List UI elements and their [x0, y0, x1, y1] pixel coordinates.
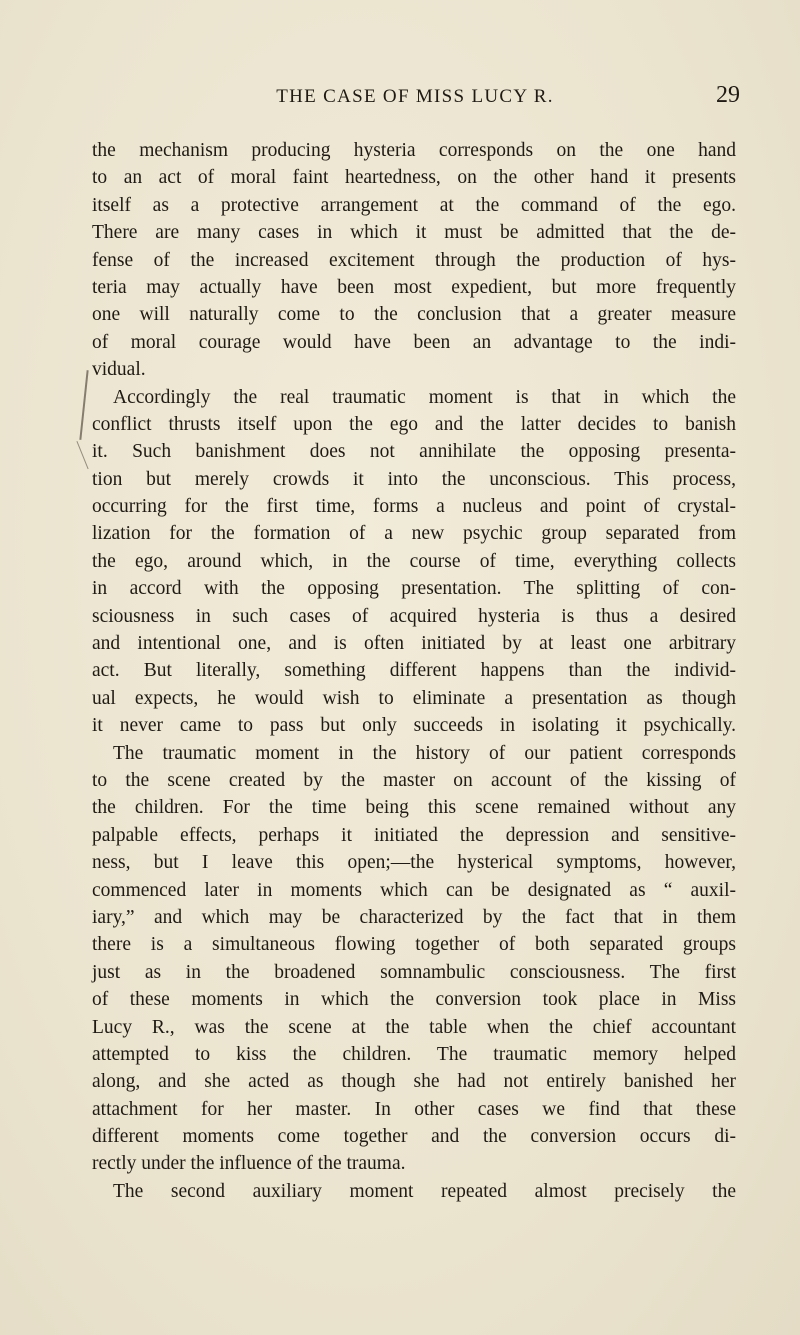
- text-line: and intentional one, and is often initiated by at least one arbitrary: [92, 633, 736, 655]
- text-line: ual expects, he would wish to eliminate a presentation as though: [92, 687, 736, 709]
- text-line: it never came to pass but only succeeds in isolating it psychically.: [92, 715, 736, 737]
- text-line: the children. For the time being this scene remained without any: [92, 797, 736, 819]
- text-line: itself as a protective arrangement at the command of the ego.: [92, 194, 736, 216]
- text-line: just as in the broadened somnambulic consciousness. The first: [92, 961, 736, 983]
- text-line: attachment for her master. In other cases we find that these: [92, 1098, 736, 1120]
- text-line: along, and she acted as though she had not entirely banished her: [92, 1071, 736, 1093]
- text-line: of these moments in which the conversion took place in Miss: [92, 989, 736, 1011]
- text-line: palpable effects, perhaps it initiated the depression and sensitive-: [92, 824, 736, 846]
- text-line: Accordingly the real traumatic moment is that in which the: [113, 386, 736, 408]
- page-number: 29: [716, 82, 740, 108]
- text-line: teria may actually have been most expedient, but more frequently: [92, 276, 736, 298]
- text-line: in accord with the opposing presentation. The splitting of con-: [92, 578, 736, 600]
- text-line: to an act of moral faint heartedness, on the other hand it presents: [92, 167, 736, 189]
- text-line: The second auxiliary moment repeated almost precisely the: [113, 1180, 736, 1202]
- text-line: vidual.: [92, 359, 146, 381]
- text-line: lization for the formation of a new psychic group separated from: [92, 523, 736, 545]
- margin-bracket-mark: [79, 370, 88, 440]
- text-line: The traumatic moment in the history of our patient corresponds: [113, 742, 736, 764]
- text-line: commenced later in moments which can be designated as “ auxil-: [92, 879, 736, 901]
- running-title: THE CASE OF MISS LUCY R.: [276, 86, 554, 107]
- text-line: to the scene created by the master on account of the kissing of: [92, 769, 736, 791]
- running-head: [90, 84, 740, 114]
- text-line: different moments come together and the conversion occurs di-: [92, 1126, 736, 1148]
- text-line: conflict thrusts itself upon the ego and the latter decides to banish: [92, 413, 736, 435]
- text-line: one will naturally come to the conclusion that a greater measure: [92, 304, 736, 326]
- text-line: rectly under the influence of the trauma.: [92, 1153, 406, 1175]
- text-line: sciousness in such cases of acquired hysteria is thus a desired: [92, 605, 736, 627]
- text-line: the mechanism producing hysteria corresponds on the one hand: [92, 140, 736, 161]
- text-line: ness, but I leave this open;—the hysterical symptoms, however,: [92, 852, 736, 874]
- text-line: occurring for the first time, forms a nucleus and point of crystal-: [92, 496, 736, 518]
- body-text: [92, 137, 736, 1205]
- text-line: fense of the increased excitement through the production of hys-: [92, 249, 736, 271]
- text-line: there is a simultaneous flowing together of both separated groups: [92, 934, 736, 956]
- text-line: Lucy R., was the scene at the table when the chief accountant: [92, 1016, 736, 1038]
- text-line: act. But literally, something different happens than the individ-: [92, 660, 736, 682]
- text-line: the ego, around which, in the course of time, everything collects: [92, 550, 736, 572]
- text-line: it. Such banishment does not annihilate the opposing presenta-: [92, 441, 736, 463]
- text-line: There are many cases in which it must be admitted that the de-: [92, 222, 736, 244]
- margin-bracket-mark: [76, 441, 89, 469]
- text-line: tion but merely crowds it into the unconscious. This process,: [92, 468, 736, 490]
- text-line: attempted to kiss the children. The traumatic memory helped: [92, 1043, 736, 1065]
- text-line: iary,” and which may be characterized by the fact that in them: [92, 906, 736, 928]
- text-line: of moral courage would have been an advantage to the indi-: [92, 331, 736, 353]
